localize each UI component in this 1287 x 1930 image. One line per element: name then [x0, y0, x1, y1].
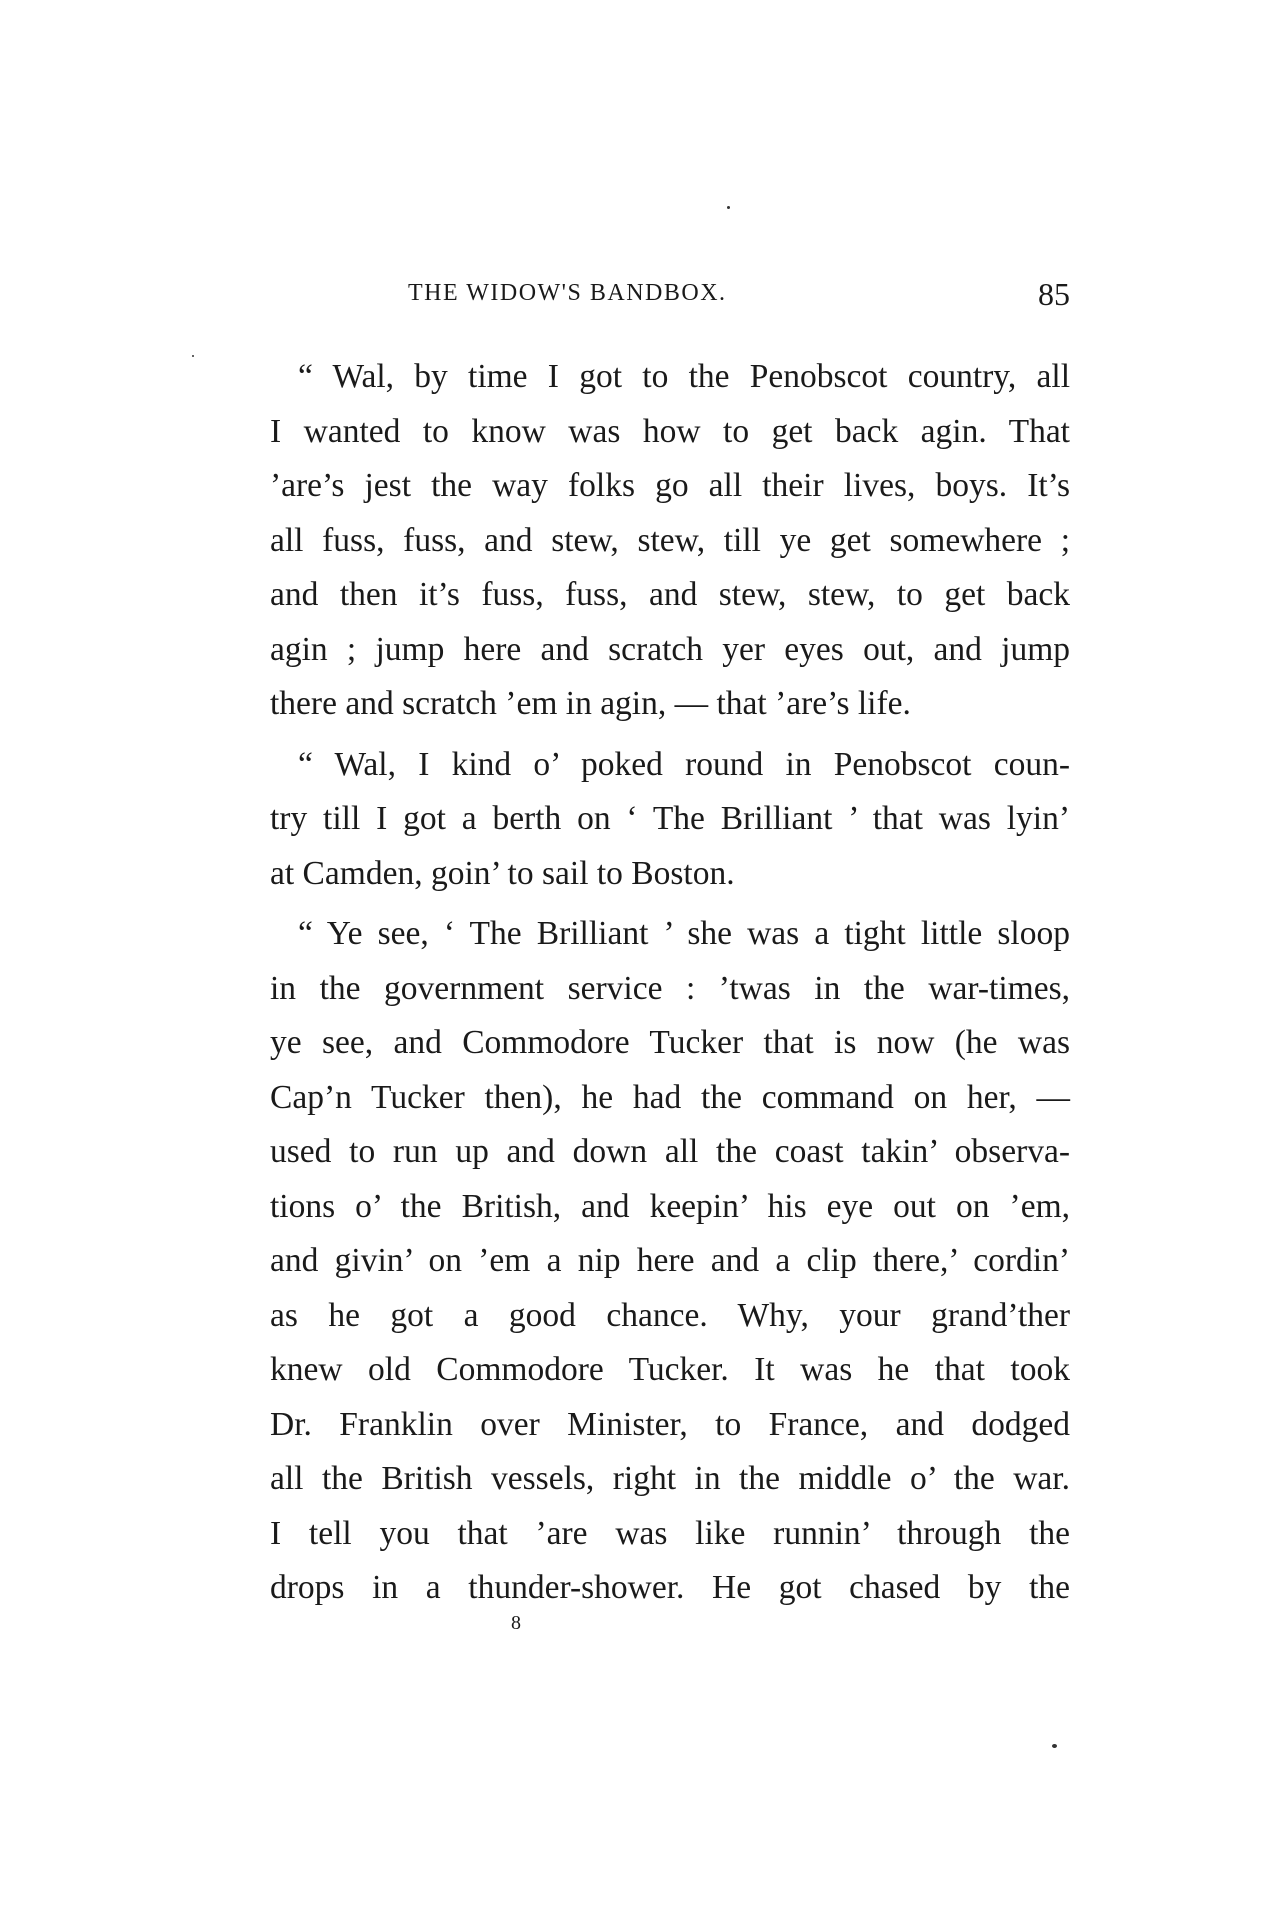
- text-line: at Camden, goin’ to sail to Boston.: [270, 854, 735, 892]
- text-line: Cap’n Tucker then), he had the command on her, —: [270, 1078, 1070, 1116]
- text-line: try till I got a berth on ‘ The Brilliant ’ that was lyin’: [270, 800, 1070, 837]
- text-line: there and scratch ’em in agin, — that ’are’s life.: [270, 685, 911, 722]
- text-line: knew old Commodore Tucker. It was he that took: [270, 1351, 1070, 1388]
- text-line: as he got a good chance. Why, your grand’ther: [270, 1296, 1070, 1334]
- text-line: in the government service : ’twas in the war-times,: [270, 969, 1070, 1007]
- text-line: ’are’s jest the way folks go all their lives, boys. It’s: [270, 467, 1070, 504]
- body-text: [270, 350, 1070, 1616]
- text-line: used to run up and down all the coast takin’ observa-: [270, 1133, 1070, 1170]
- text-line: “ Ye see, ‘ The Brilliant ’ she was a tight little sloop: [298, 915, 1070, 952]
- text-line: and then it’s fuss, fuss, and stew, stew, to get back: [270, 576, 1070, 613]
- text-line: all fuss, fuss, and stew, stew, till ye get somewhere ;: [270, 521, 1070, 559]
- text-line: Dr. Franklin over Minister, to France, and dodged: [270, 1405, 1070, 1443]
- text-line: and givin’ on ’em a nip here and a clip there,’ cordin’: [270, 1242, 1070, 1279]
- text-line: “ Wal, by time I got to the Penobscot country, all: [298, 358, 1070, 395]
- signature-mark: 8: [511, 1612, 521, 1634]
- page-number: 85: [1038, 276, 1070, 312]
- text-line: I tell you that ’are was like runnin’ through the: [270, 1514, 1070, 1552]
- print-speck: [192, 355, 194, 357]
- text-line: tions o’ the British, and keepin’ his eye out on ’em,: [270, 1187, 1070, 1225]
- print-speck: [727, 206, 730, 209]
- text-line: I wanted to know was how to get back agin. That: [270, 412, 1070, 450]
- running-head: [270, 276, 1070, 316]
- text-line: ye see, and Commodore Tucker that is now (he was: [270, 1024, 1070, 1061]
- text-line: “ Wal, I kind o’ poked round in Penobscot coun-: [298, 745, 1070, 783]
- text-line: agin ; jump here and scratch yer eyes out, and jump: [270, 630, 1070, 668]
- running-title: THE WIDOW'S BANDBOX.: [408, 280, 727, 306]
- text-line: drops in a thunder-shower. He got chased by the: [270, 1569, 1070, 1606]
- print-speck: [1052, 1744, 1057, 1748]
- text-line: all the British vessels, right in the middle o’ the war.: [270, 1460, 1070, 1497]
